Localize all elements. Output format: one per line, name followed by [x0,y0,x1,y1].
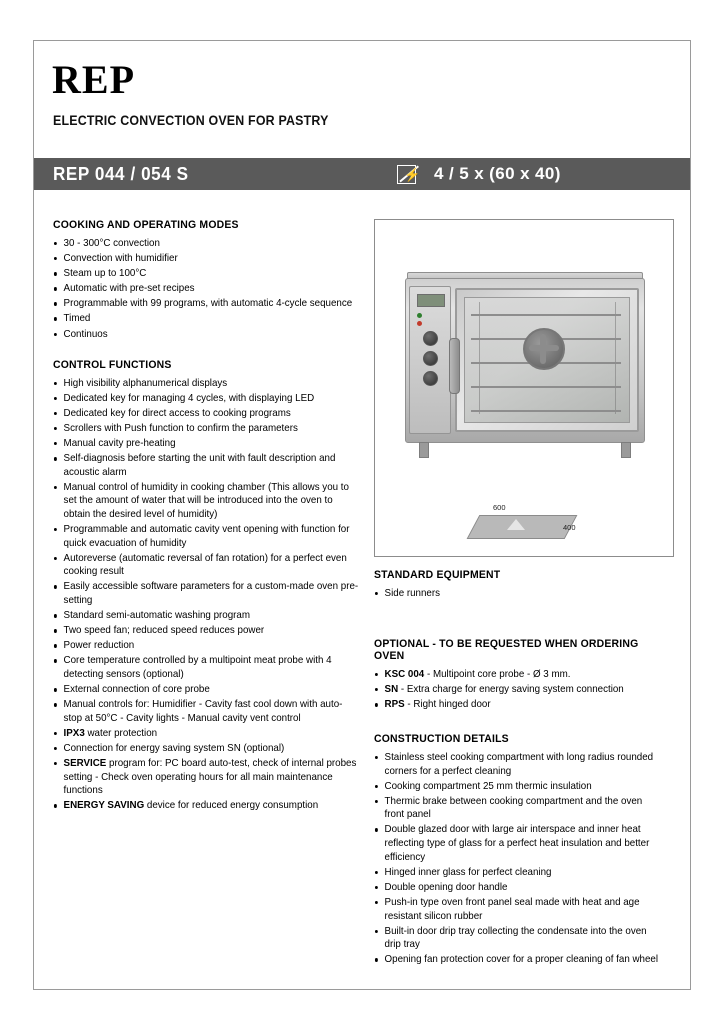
list-item: Built-in door drip tray collecting the condensate into the oven drip tray [374,925,662,952]
list-item: Two speed fan; reduced speed reduces power [53,624,358,638]
oven-door [455,288,639,432]
tray-depth-label: 600 [493,503,506,512]
list-item: Dedicated key for direct access to cooking programs [53,407,358,421]
cooking-modes-list [53,237,371,341]
list-item: Scrollers with Push function to confirm the parameters [53,422,358,436]
list-item: Thermic brake between cooking compartment and the oven front panel [374,795,662,822]
list-item: Convection with humidifier [53,252,358,266]
oven-door-handle [449,338,460,394]
list-item: ENERGY SAVING device for reduced energy consumption [53,799,358,813]
control-functions-title: CONTROL FUNCTIONS [53,358,172,371]
list-item: Manual control of humidity in cooking chamber (This allows you to set the amount of water that will be introduced into the oven to obtain the desired level of humidity) [53,481,358,522]
list-item: External connection of core probe [53,683,358,697]
fan-wheel [523,328,565,370]
status-led-green [417,313,422,318]
construction-details-list [374,751,674,967]
tray-width-label: 400 [563,523,576,532]
list-item: Double opening door handle [374,881,662,895]
product-image-panel [374,219,674,557]
control-functions-list [53,377,371,813]
datasheet-frame [33,40,691,990]
list-item: Opening fan protection cover for a proper cleaning of fan wheel [374,953,662,967]
bolt-glyph: ⚡ [404,167,421,182]
list-item: Stainless steel cooking compartment with long radius rounded corners for a perfect cleaning [374,751,662,778]
list-item: Automatic with pre-set recipes [53,282,358,296]
list-item: Push-in type oven front panel seal made with heat and age resistant silicon rubber [374,896,662,923]
optional-section [374,638,674,713]
list-item: Timed [53,312,358,326]
oven-display [417,294,445,307]
model-code: REP 044 / 054 S [53,164,189,184]
control-knob [423,351,438,366]
standard-equipment-title: STANDARD EQUIPMENT [374,569,501,581]
spacer [53,343,371,359]
brand-logo: REP [52,57,135,102]
oven-side-rail [479,302,480,414]
list-item: Power reduction [53,639,358,653]
optional-title: OPTIONAL - TO BE REQUESTED WHEN ORDERING OVEN [374,638,639,662]
standard-equipment-section [374,569,674,602]
list-item: SERVICE program for: PC board auto-test, check of internal probes setting - Check oven operating hours for all main maintenance functions [53,757,358,798]
trays-icon [397,165,421,184]
list-item: KSC 004 - Multipoint core probe - Ø 3 mm. [374,668,662,682]
oven-side-rail [615,302,616,414]
list-item: Side runners [374,587,662,601]
list-item: Double glazed door with large air interspace and inner heat reflecting type of glass for a perfect heat insulation and better efficiency [374,823,662,864]
left-column [53,219,371,814]
oven-rack [471,314,621,316]
product-subtitle: ELECTRIC CONVECTION OVEN FOR PASTRY [53,113,329,128]
list-item: Core temperature controlled by a multipoint meat probe with 4 detecting sensors (optional) [53,654,358,681]
oven-rack [471,410,621,412]
list-item: Steam up to 100°C [53,267,358,281]
list-item: Programmable with 99 programs, with automatic 4-cycle sequence [53,297,358,311]
control-knob [423,371,438,386]
list-item: Manual cavity pre-heating [53,437,358,451]
list-item: Self-diagnosis before starting the unit with fault description and acoustic alarm [53,452,358,479]
list-item: Cooking compartment 25 mm thermic insulation [374,780,662,794]
list-item: SN - Extra charge for energy saving system connection [374,683,662,697]
list-item: High visibility alphanumerical displays [53,377,358,391]
status-led-red [417,321,422,326]
capacity-label: 4 / 5 x (60 x 40) [434,164,561,183]
oven-control-panel [409,286,451,434]
oven-foot [419,442,429,458]
optional-list [374,668,674,712]
standard-equipment-list [374,587,674,601]
list-item: Standard semi-automatic washing program [53,609,358,623]
list-item: IPX3 water protection [53,727,358,741]
list-item: Dedicated key for managing 4 cycles, with displaying LED [53,392,358,406]
list-item: Manual controls for: Humidifier - Cavity fast cool down with auto-stop at 50°C - Cavity lights - Manual cavity vent control [53,698,358,725]
model-bar [34,158,690,190]
list-item: 30 - 300°C convection [53,237,358,251]
list-item: Continuos [53,328,358,342]
list-item: Autoreverse (automatic reversal of fan rotation) for a perfect even cooking result [53,552,358,579]
cooking-modes-title: COOKING AND OPERATING MODES [53,219,239,231]
control-knob [423,331,438,346]
oven-foot [621,442,631,458]
tray-dimension-diagram [463,503,583,543]
construction-details-section [374,733,674,968]
list-item: Programmable and automatic cavity vent opening with function for quick evacuation of humidity [53,523,358,550]
direction-arrow-icon [507,519,525,530]
list-item: Connection for energy saving system SN (optional) [53,742,358,756]
construction-details-title: CONSTRUCTION DETAILS [374,733,509,745]
list-item: RPS - Right hinged door [374,698,662,712]
oven-rack [471,386,621,388]
list-item: Easily accessible software parameters for a custom-made oven pre-setting [53,580,358,607]
convection-oven-photo [405,278,645,458]
list-item: Hinged inner glass for perfect cleaning [374,866,662,880]
